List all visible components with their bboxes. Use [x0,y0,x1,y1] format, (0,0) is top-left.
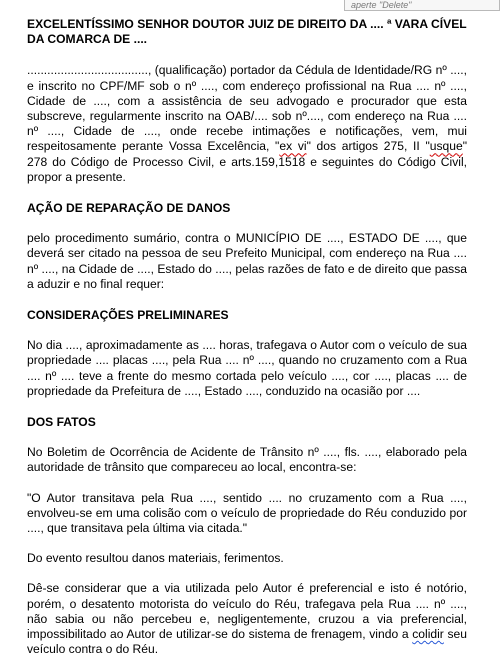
intro-text-part3: " 278 do Código de Processo Civil, e arts.159,1518 e seguintes do Código Civil, propor a presente. [27,139,467,184]
preliminary-heading: CONSIDERAÇÕES PRELIMINARES [27,308,229,323]
colidir-term: colidir [412,627,444,642]
facts-paragraph-1: No Boletim de Ocorrência de Acidente de Trânsito nº ...., fls. ...., elaborado pela autoridade de trânsito que compareceu ao local, encontra-se: [27,445,467,475]
facts-heading: DOS FATOS [27,415,96,430]
action-paragraph: pelo procedimento sumário, contra o MUNICÍPIO DE ...., ESTADO DE ...., que deverá ser citado na pessoa de seu Prefeito Municipal, com endereço na Rua .... nº ...., na Cidade de ...., Estado do ...., pelas razões de fato e de direito que passa a aduzir e no final requer: [27,231,467,291]
intro-text-part2: " dos artigos 275, II " [306,139,430,154]
facts-paragraph-2: Do evento resultou danos materiais, ferimentos. [27,551,284,566]
ex-vi-term: ex vi [279,139,307,154]
facts-quote: "O Autor transitava pela Rua ...., sentido .... no cruzamento com a Rua ...., envolveu-se em uma colisão com o veículo de propriedade do Réu conduzido por ...., que transitava pela última via citada." [27,490,467,536]
document-title: EXCELENTÍSSIMO SENHOR DOUTOR JUIZ DE DIREITO DA .... ª VARA CÍVEL DA COMARCA DE .... [27,17,467,47]
usque-term: usque [429,139,463,154]
facts-paragraph-3 [27,581,467,657]
document-page [27,17,467,658]
facts-text-part1: Dê-se considerar que a via utilizada pelo Autor é preferencial e isto é notório, porém, o desatento motorista do veículo do Réu, trafegava pela Rua .... nº ...., não sabia ou não percebeu e, negligentemente, cruzou a via preferencial, impossibilitado ao Autor de utilizar-se do sistema de frenagem, vindo a [27,581,467,642]
delete-hint-tooltip: aperte "Delete" [344,0,500,11]
action-heading: AÇÃO DE REPARAÇÃO DE DANOS [27,201,231,216]
intro-paragraph [27,63,467,185]
facts-text-part2: seu veículo contra o do Réu. [27,627,468,657]
preliminary-paragraph: No dia ...., aproximadamente as .... horas, trafegava o Autor com o veículo de sua propriedade .... placas ...., pela Rua .... nº ...., quando no cruzamento com a Rua .... nº .... teve a frente do mesmo cortada pelo veículo ...., cor ...., placas .... de propriedade da Prefeitura de ...., Estado ...., conduzido na ocasião por .... [27,338,467,398]
intro-text-part1: ...................................., (qualificação) portador da Cédula de Identidade/RG nº ...., e inscrito no CPF/MF sob o nº ...., com endereço profissional na Rua .... nº ...., Cidade de ...., com a assistência de seu advogado e procurador que esta subscreve, regularmente inscrito na OAB/.... sob nº...., com endereço na Rua .... nº ...., Cidade de ...., onde recebe intimações e notificações, vem, mui respeitosamente perante Vossa Excelência, " [27,63,467,154]
